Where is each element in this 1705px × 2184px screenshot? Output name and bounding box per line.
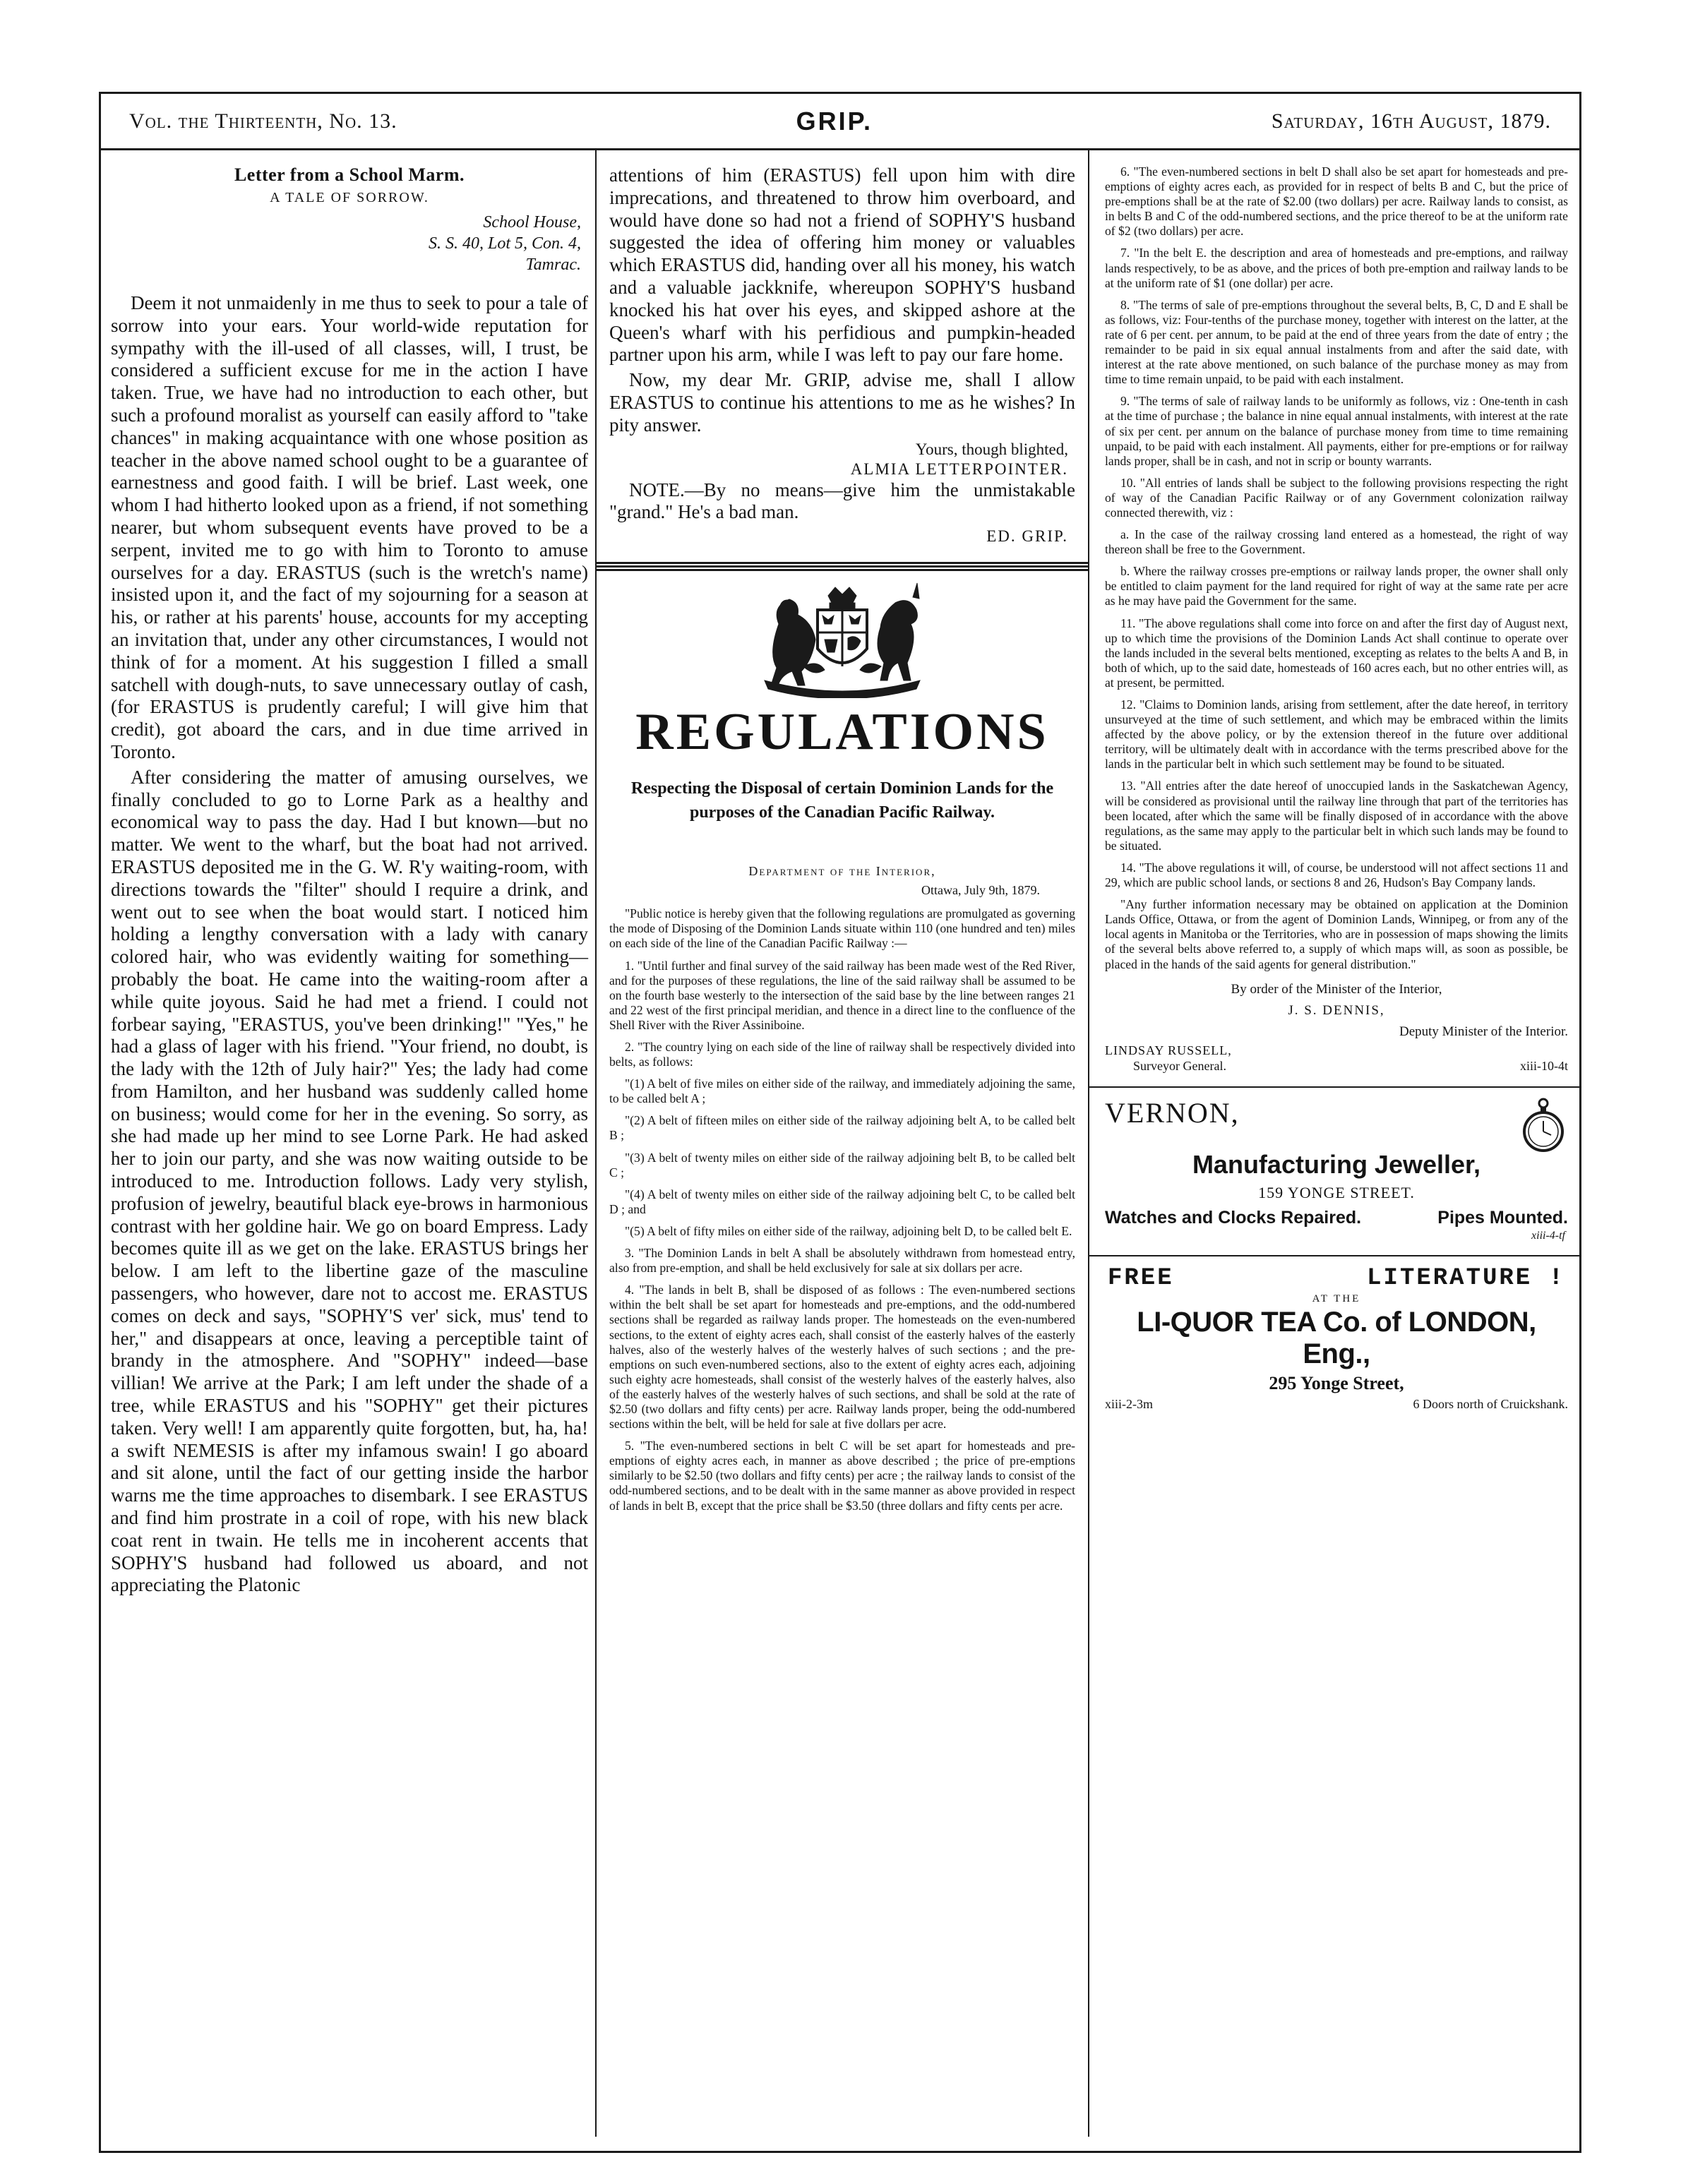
regulation-paragraph: "(4) A belt of twenty miles on either side of the railway adjoining belt C, to be called belt D ; and	[609, 1187, 1075, 1216]
regulation-paragraph: b. Where the railway crosses pre-emptions or railway lands proper, the owner shall only be entitled to claim payment for the land required for right of way at the same rate per acre as he may have paid the Government for the same.	[1105, 564, 1568, 608]
regulation-paragraph: 14. "The above regulations it will, of course, be understood will not affect sections 11 and 29, which are public school lands, or sections 8 and 26, Hudson's Bay Company lands.	[1105, 860, 1568, 890]
signer-title: Deputy Minister of the Interior.	[1399, 1024, 1568, 1039]
surveyor-block	[1105, 1043, 1568, 1074]
literature-headline	[1108, 1265, 1565, 1292]
vernon-name: VERNON,	[1105, 1096, 1240, 1129]
letter-paragraph: attentions of him (ERASTUS) fell upon him with dire imprecations, and threatened to throw him overboard, and would have done so had not a friend of SOPHY'S husband suggested the idea of offering him money or valuables which ERASTUS did, handing over all his money, his watch and a valuable jackknife, whereupon SOPHY'S husband knocked his hat over his eyes, and skipped ashore at the Queen's wharf with his perfidious and pumpkin-headed partner upon his arm, while I was left to pay our fare home.	[609, 164, 1075, 366]
surveyor-name: LINDSAY RUSSELL,	[1105, 1043, 1232, 1057]
vernon-street: 159 YONGE STREET.	[1258, 1183, 1415, 1201]
by-order-line: By order of the Minister of the Interior,	[1231, 981, 1442, 997]
regulation-paragraph: 12. "Claims to Dominion lands, arising from settlement, after the date hereof, in territory unsurveyed at the time of such settlement, and which may be embraced within the limits affected by the above policy, or by the extension thereof in the future over additional territory, will be ultimately dealt with in accordance with the terms prescribed above for the lands in the particular belt in which such settlement may be found to be situated.	[1105, 697, 1568, 772]
regulations-title: REGULATIONS	[635, 703, 1049, 762]
column-left	[101, 150, 595, 2137]
letter-paragraph: After considering the matter of amusing ourselves, we finally concluded to go to Lorne Park as a healthy and economical way to pass the day. Had I but known—but no matter. We went to the wharf, but the boat had not arrived. ERASTUS deposited me in the G. W. R'y waiting-room, with directions towards the "filter" should I require a drink, and went out to see when the boat would start. I noticed him holding a lengthy conversation with a lady with canary colored hair, who was evidently waiting for something—probably the boat. He came into the waiting-room after a while quite joyous. Said he had met a friend. I could not forbear saying, "ERASTUS, you've been drinking!" "Yes," he had a glass of lager with his friend. "Your friend, no doubt, is the lady with the 12th of July hair?" Yes; the lady had come from Hamilton, and her husband was suddenly called home on business; would come for her in the evening. So sorry, as she had made up her mind to see Lorne Park. He had asked her to join our party, and she was now waiting outside to be introduced to me. Introduction follows. Lady very stylish, profusion of jewelry, beautiful black eye-brows in harmonious contrast with her goldine hair. We go on board Empress. Lady becomes quite ill as we get on the lake. ERASTUS brings her below. I am left to the libertine gaze of the masculine passengers, who however, dare not to accost me. ERASTUS comes on deck and says, "SOPHY'S ver' sick, mus' tend to her," and disappears at once, leaving a perceptible taint of brandy in the atmosphere. And "SOPHY" indeed—base villian! We arrive at the Park; I am left under the shade of a tree, while ERASTUS and his "SOPHY" get their pictures taken. Very well! I am apparently quite forgotten, but, ha, ha! a swift NEMESIS is after my infamous swain! I go aboard and sit alone, until the fact of our getting inside the harbor warns me the time approaches to disembark. I see ERASTUS and find him prostrate in a coil of rope, with his new black coat rent in twain. He tells me in incoherent accents that SOPHY'S husband had followed us aboard, and not appreciating the Platonic	[111, 766, 588, 1596]
ad-code: xiii-4-tf	[1531, 1229, 1565, 1242]
regulation-paragraph: 5. "The even-numbered sections in belt C will be set apart for homesteads and pre-emptions of eighty acres each, in manner as above described ; the price of pre-emptions similarly to be $2.50 (two dollars and fifty cents) per acre ; the railway lands to consist of the odd-numbered sections, and to be dealt with in the same manner as above provided in respect of lands in belt B, except that the price shall be $3.50 (three dollars and fifty cents per acre.	[609, 1439, 1075, 1513]
ad-divider	[1089, 1255, 1581, 1256]
literature-word: LITERATURE !	[1367, 1264, 1565, 1292]
regulations-subtitle: Respecting the Disposal of certain Dominion Lands for the purposes of the Canadian Pacific Railway.	[630, 779, 1054, 822]
editor-signature: ED. GRIP.	[986, 527, 1068, 546]
literature-at: AT THE	[1312, 1292, 1361, 1304]
literature-company: LI-QUOR TEA Co. of LONDON, Eng.,	[1137, 1306, 1536, 1369]
regulation-paragraph: 2. "The country lying on each side of the line of railway shall be respectively divided into belts, as follows:	[609, 1040, 1075, 1069]
column-center	[595, 150, 1089, 2137]
paper-title: GRIP.	[796, 106, 873, 136]
regulation-paragraph: "Public notice is hereby given that the following regulations are promulgated as governing the mode of Disposing of the Dominion Lands situate within 110 (one hundred and ten) miles on each side of the line of the Canadian Pacific Railway :—	[609, 906, 1075, 951]
vernon-service: Watches and Clocks Repaired.	[1105, 1207, 1362, 1228]
literature-word: FREE	[1108, 1264, 1174, 1292]
regulation-paragraph: 6. "The even-numbered sections in belt D shall also be set apart for homesteads and pre-emptions of eighty acres each, as provided for in respect of belts B and C, but the price of pre-emptions shall be at the rate of $2.00 (two dollars) per acre. Railway lands to consist, as in belts B and C of the odd-numbered sections, and the price thereof to be at the uniform rate of $2 (two dollars) per acre.	[1105, 164, 1568, 239]
address-line: School House,	[483, 213, 581, 232]
regulation-paragraph: 13. "All entries after the date hereof of unoccupied lands in the Saskatchewan Agency, will be considered as provisional until the railway line through that part of the territories has been located, after which the same will be finally disposed of in accordance with the above regulations, as the same may apply to the particular belt in which such lands may be found to be situated.	[1105, 779, 1568, 853]
letter-title: Letter from a School Marm.	[234, 164, 465, 185]
regulation-paragraph: a. In the case of the railway crossing land entered as a homestead, the right of way thereon shall be free to the Government.	[1105, 527, 1568, 557]
vernon-advertisement	[1105, 1096, 1568, 1242]
letter-closing: Yours, though blighted,	[915, 440, 1068, 458]
regulation-paragraph: "(2) A belt of fifteen miles on either side of the railway adjoining belt A, to be called belt B ;	[609, 1113, 1075, 1143]
regulation-paragraph: 10. "All entries of lands shall be subject to the following provisions respecting the right of way of the Canadian Pacific Railway or of any Government colonization railway connected therewith, viz :	[1105, 475, 1568, 520]
pocket-watch-icon	[1519, 1096, 1568, 1153]
masthead	[101, 94, 1579, 150]
signer-name: J. S. DENNIS,	[1288, 1002, 1385, 1018]
vernon-trade: Manufacturing Jeweller,	[1192, 1149, 1481, 1179]
regulations-body-continued	[1105, 164, 1568, 972]
regulation-paragraph: 1. "Until further and final survey of the said railway has been made west of the Red River, and for the purposes of these regulations, the line of the said railway shall be assumed to be on the fourth base westerly to the intersection of the said base by the line between ranges 21 and 22 west of the first principal meridian, and thence in a direct line to the confluence of the Shell River with the River Assiniboine.	[609, 958, 1075, 1032]
department-name: Department of the Interior,	[748, 864, 936, 879]
regulations-dateline: Ottawa, July 9th, 1879.	[921, 883, 1040, 898]
letter-paragraph: Now, my dear Mr. GRIP, advise me, shall I allow ERASTUS to continue his attentions to me as he wishes? In pity answer.	[609, 369, 1075, 436]
section-divider	[597, 562, 1088, 572]
letter-subtitle: A TALE OF SORROW.	[270, 190, 429, 205]
regulation-paragraph: 11. "The above regulations shall come into force on and after the first day of August next, up to which time the provisions of the Dominion Lands Act shall continue to operate over the lands included in the several belts mentioned, excepting as relates to the belts A and B, in both of which, up to the said date, homesteads of 160 acres each, but no other entries will, as at present, be permitted.	[1105, 616, 1568, 690]
surveyor-title: Surveyor General.	[1133, 1058, 1226, 1073]
literature-footer	[1105, 1397, 1568, 1412]
regulation-paragraph: 4. "The lands in belt B, shall be disposed of as follows : The even-numbered sections within the belt shall be set apart for homesteads and pre-emptions, and the odd-numbered sections shall be regarded as railway lands proper. The homesteads on the even-numbered sections, to the extent of eighty acres each, shall consist of the easterly halves of the easterly halves, also of the westerly halves of the westerly halves of such sections ; and the pre-emptions on such even-numbered sections, also to the extent of eighty acres each, adjoining such eighty acre homesteads, shall consist of the westerly halves of the easterly halves, also of the easterly halves of the westerly halves of such sections, and shall be sold at the rate of $2.50 (two dollars and fifty cents) per acre. Railway lands proper, being the odd-numbered sections within the belt, will be held for sale at five dollars per acre.	[609, 1283, 1075, 1432]
vernon-services	[1105, 1208, 1568, 1228]
regulation-paragraph: "(3) A belt of twenty miles on either side of the railway adjoining belt B, to be called belt C ;	[609, 1150, 1075, 1180]
regulation-paragraph: 3. "The Dominion Lands in belt A shall be absolutely withdrawn from homestead entry, also from pre-emption, and shall be held exclusively for sale at six dollars per acre.	[609, 1246, 1075, 1276]
ad-divider	[1089, 1086, 1581, 1088]
vernon-service: Pipes Mounted.	[1437, 1207, 1568, 1228]
regulations-body	[609, 906, 1075, 1513]
address-line: Tamrac.	[525, 256, 581, 274]
literature-location: 6 Doors north of Cruickshank.	[1413, 1396, 1568, 1411]
letter-body	[111, 292, 588, 1597]
letter-continuation	[609, 164, 1075, 546]
regulation-paragraph: "(5) A belt of fifty miles on either side of the railway, adjoining belt D, to be called belt E.	[625, 1223, 1072, 1238]
newspaper-page	[99, 92, 1581, 2153]
letter-address	[111, 212, 581, 275]
ad-code: xiii-2-3m	[1105, 1396, 1153, 1411]
regulation-paragraph: "Any further information necessary may be obtained on application at the Dominion Lands Office, Ottawa, or from the agent of Dominion Lands, Winnipeg, or from any of the local agents in Manitoba or the Territories, who are in possession of maps showing the limits of the several belts above referred to, a supply of which maps will, as soon as possible, be placed in the hands of the said agents for general distribution."	[1105, 897, 1568, 971]
regulation-paragraph: 9. "The terms of sale of railway lands to be uniformly as follows, viz : One-tenth in cash at the time of purchase ; the balance in nine equal annual instalments, with interest at the rate of six per cent. per annum on the balance of purchase money from time to time remaining unpaid, to be paid with each instalment. All payments, either for pre-emptions or for railway lands proper, shall be in cash, and not in scrip or bounty warrants.	[1105, 394, 1568, 468]
royal-coat-of-arms-icon	[736, 582, 948, 698]
letter-paragraph: Deem it not unmaidenly in me thus to seek to pour a tale of sorrow into your ears. Your world-wide reputation for sympathy with the ill-used of all classes, will, I trust, be considered a sufficient excuse for me in the action I have taken. True, we have had no introduction to each other, but such a profound moralist as yourself can easily afford to "take chances" in making acquaintance with one whose position as teacher in the above named school ought to be a guarantee of earnestness and good faith. I will be brief. Last week, one whom I had hitherto looked upon as a friend, if not something nearer, but whom subsequent events have proved to be a serpent, invited me to go with him to Toronto to amuse ourselves for a day. ERASTUS (such is the wretch's name) insisted upon it, and the fact of my sojourning for a season at his, or rather at his parents' house, accounts for my accepting an invitation that, under any other circumstances, I would not think of for a moment. At his suggestion I filled a small satchell with dough-nuts, to save unnecessary outlay of cash, (for ERASTUS is prudently careful; I will give him that credit), got aboard the cars, and in due time arrived in Toronto.	[111, 292, 588, 762]
letter-signature: ALMIA LETTERPOINTER.	[850, 460, 1068, 478]
editor-note: NOTE.—By no means—give him the unmistakable "grand." He's a bad man.	[609, 479, 1075, 523]
literature-advertisement	[1105, 1265, 1568, 1412]
volume-number: Vol. the Thirteenth, No. 13.	[129, 109, 397, 133]
issue-date: Saturday, 16th August, 1879.	[1271, 109, 1551, 133]
literature-address: 295 Yonge Street,	[1269, 1372, 1404, 1393]
column-right	[1089, 150, 1581, 2137]
regulation-paragraph: 7. "In the belt E. the description and area of homesteads and pre-emptions, and railway lands respectively, to be as above, and the prices of both pre-emption and railway lands to be at the uniform rate of $1 (one dollar) per acre.	[1105, 246, 1568, 290]
regulation-paragraph: 8. "The terms of sale of pre-emptions throughout the several belts, B, C, D and E shall be as follows, viz: Four-tenths of the purchase money, together with interest on the latter, at the rate of 6 per cent. per annum, to be paid at the end of three years from the date of entry ; the remainder to be paid in six equal annual instalments from and after the said date, with interest at the rate above mentioned, on such balance of the purchase money as may from time to time remain unpaid, to be paid with each instalment.	[1105, 297, 1568, 387]
ad-code: xiii-10-4t	[1520, 1058, 1568, 1073]
regulation-paragraph: "(1) A belt of five miles on either side of the railway, and immediately adjoining the same, to be called belt A ;	[609, 1076, 1075, 1106]
address-line: S. S. 40, Lot 5, Con. 4,	[428, 234, 581, 253]
